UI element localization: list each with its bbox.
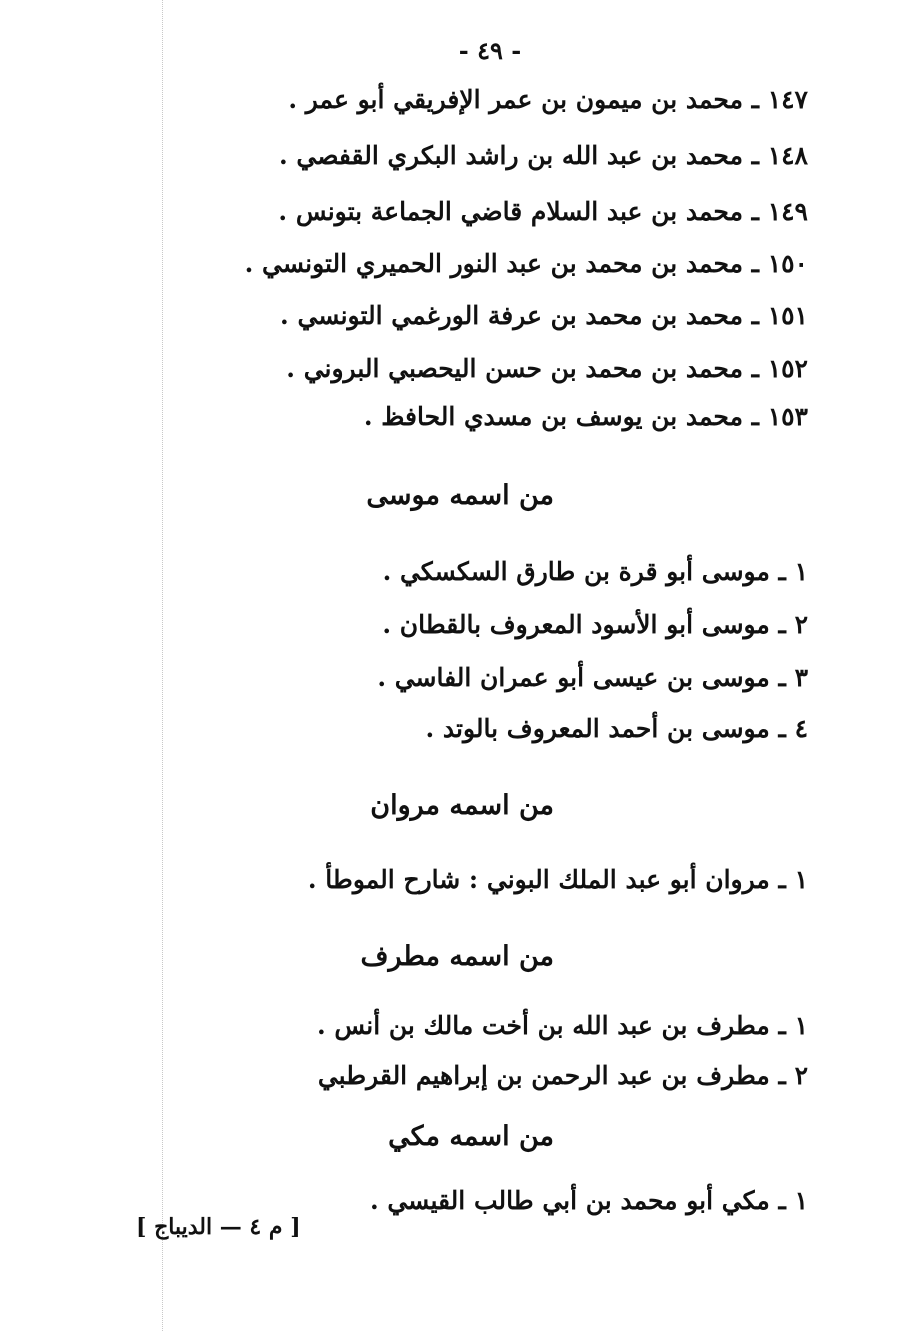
mutarrif-entry-2: ٢ ـ مطرف بن عبد الرحمن بن إبراهيم القرطبي (317, 1061, 808, 1090)
entry-150: ١٥٠ ـ محمد بن محمد بن عبد النور الحميري التونسي . (244, 249, 808, 278)
entry-151: ١٥١ ـ محمد بن محمد بن عرفة الورغمي التونسي . (280, 301, 808, 330)
musa-entry-2: ٢ ـ موسى أبو الأسود المعروف بالقطان . (382, 610, 808, 639)
entry-152: ١٥٢ ـ محمد بن محمد بن حسن اليحصبي البروني . (286, 354, 808, 383)
entry-148: ١٤٨ ـ محمد بن عبد الله بن راشد البكري القفصي . (278, 141, 808, 170)
mutarrif-entry-1: ١ ـ مطرف بن عبد الله بن أخت مالك بن أنس . (316, 1011, 808, 1040)
page-footer-signature: [ م ٤ — الديباج ] (136, 1214, 301, 1240)
section-heading-marwan: من اسمه مروان (370, 790, 554, 821)
musa-entry-3: ٣ ـ موسى بن عيسى أبو عمران الفاسي . (377, 663, 808, 692)
entry-149: ١٤٩ ـ محمد بن عبد السلام قاضي الجماعة بتونس . (278, 197, 808, 226)
musa-entry-4: ٤ ـ موسى بن أحمد المعروف بالوتد . (425, 714, 808, 743)
makki-entry-1: ١ ـ مكي أبو محمد بن أبي طالب القيسي . (369, 1186, 808, 1215)
margin-guide-line (162, 0, 163, 1331)
entry-153: ١٥٣ ـ محمد بن يوسف بن مسدي الحافظ . (363, 402, 808, 431)
page-number: - ٤٩ - (458, 36, 522, 65)
section-heading-musa: من اسمه موسى (366, 480, 554, 511)
entry-147: ١٤٧ ـ محمد بن ميمون بن عمر الإفريقي أبو عمر . (288, 85, 808, 114)
musa-entry-1: ١ ـ موسى أبو قرة بن طارق السكسكي . (382, 557, 808, 586)
marwan-entry-1: ١ ـ مروان أبو عبد الملك البوني : شارح الموطأ . (307, 865, 808, 894)
section-heading-mutarrif: من اسمه مطرف (360, 941, 554, 972)
section-heading-makki: من اسمه مكي (388, 1121, 554, 1152)
